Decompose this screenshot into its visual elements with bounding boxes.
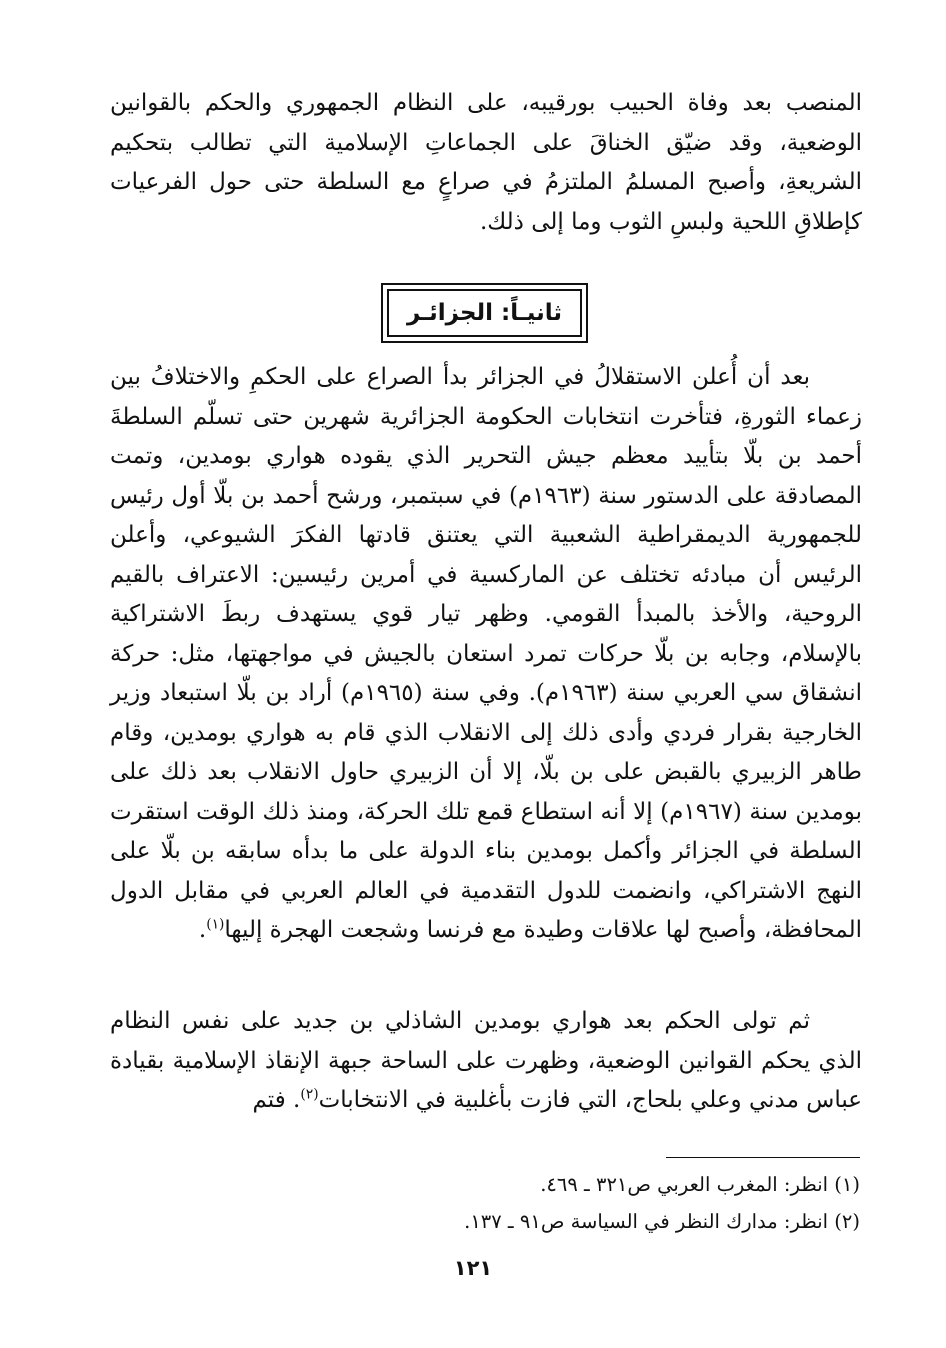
last-paragraph <box>110 1002 862 1121</box>
footnote-marker-2: (٢) <box>300 1086 319 1103</box>
section-heading-frame <box>381 283 588 343</box>
last-paragraph-end: . فتم <box>252 1087 301 1113</box>
footnote-marker-1: (١) <box>206 916 225 933</box>
footnote-item: (١) انظر: المغرب العربي ص٣٢١ ـ ٤٦٩. <box>540 1173 860 1196</box>
page-number: ١٢١ <box>453 1256 493 1280</box>
main-paragraph-block <box>110 358 862 951</box>
intro-paragraph: المنصب بعد وفاة الحبيب بورقيبه، على النظام الجمهوري والحكم بالقوانين الوضعية، وقد ضيّق الخناقَ على الجماعاتِ الإسلامية التي تطالب بتحكيم الشريعةِ، وأصبح المسلمُ الملتزمُ في صراعٍ مع السلطة حتى حول الفرعيات كإطلاقِ اللحية ولبسِ الثوب وما إلى ذلك. <box>110 90 862 235</box>
section-heading: ثانيـاً: الجزائـر <box>387 289 582 337</box>
main-paragraph-text: بعد أن أُعلن الاستقلالُ في الجزائر بدأ الصراع على الحكمِ والاختلافُ بين زعماء الثورةِ، فتأخرت انتخابات الحكومة الجزائرية شهرين حتى تسلّم السلطةَ أحمد بن بلّا بتأييد معظم جيش التحرير الذي يقوده هواري بومدين، وتمت المصادقة على الدستور سنة (١٩٦٣م) في سبتمبر، ورشح أحمد بن بلّا أول رئيس للجمهورية الديمقراطية الشعبية التي يعتنق قادتها الفكرَ الشيوعي، وأعلن الرئيس أن مبادئه تختلف عن الماركسية في أمرين رئيسين: الاعتراف بالقيم الروحية، والأخذ بالمبدأ القومي. وظهر تيار قوي يستهدف ربطَ الاشتراكية بالإسلام، وجابه بن بلّا حركات تمرد استعان بالجيش في مواجهتها، مثل: حركة انشقاق سي العربي سنة (١٩٦٣م). وفي سنة (١٩٦٥م) أراد بن بلّا استبعاد وزير الخارجية بقرار فردي وأدى ذلك إلى الانقلاب الذي قام به هواري بومدين، وقام طاهر الزبيري بالقبض على بن بلّا، إلا أن الزبيري حاول الانقلاب بعد ذلك على بومدين سنة (١٩٦٧م) إلا أنه استطاع قمع تلك الحركة، ومنذ ذلك الوقت استقرت السلطة في الجزائر وأكمل بومدين بناء الدولة على ما بدأه سابقه بن بلّا على النهج الاشتراكي، وانضمت للدول التقدمية في العالم العربي في مقابل الدول المحافظة، وأصبح لها علاقات وطيدة مع فرنسا وشجعت الهجرة إليها <box>110 364 863 943</box>
last-paragraph-text: ثم تولى الحكم بعد هواري بومدين الشاذلي بن جديد على نفس النظام الذي يحكم القوانين الوضعية، وظهرت على الساحة جبهة الإنقاذ الإسلامية بقيادة عباس مدني وعلي بلحاج، التي فازت بأغلبية في الانتخابات <box>110 1008 862 1113</box>
intro-paragraph-block <box>110 84 862 242</box>
footnotes <box>300 1166 860 1240</box>
footnote-separator <box>666 1157 860 1158</box>
footnote-item: (٢) انظر: مدارك النظر في السياسة ص٩١ ـ ١٣٧. <box>464 1210 860 1233</box>
main-paragraph-end: . <box>198 917 207 943</box>
main-paragraph <box>110 358 862 951</box>
last-paragraph-block <box>110 1002 862 1121</box>
